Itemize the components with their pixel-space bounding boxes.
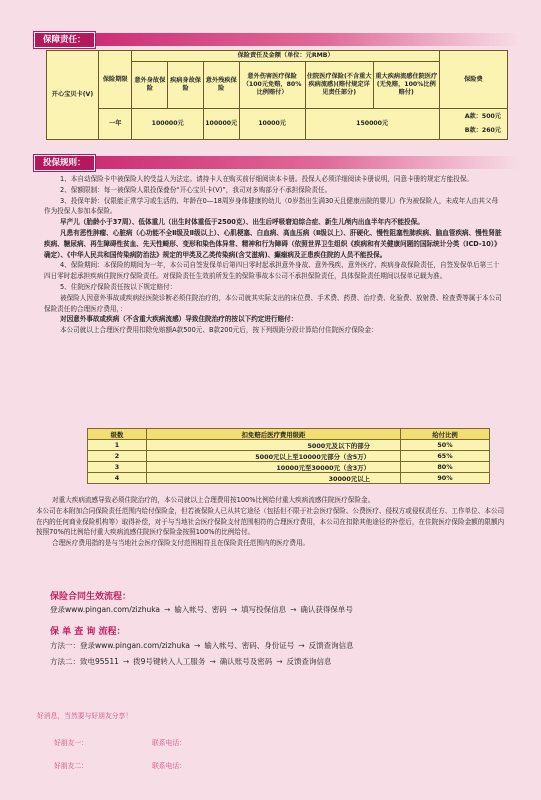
activation-step-1[interactable]: 登录www.pingan.com/zizhuka — [50, 605, 161, 614]
value-death: 100000元 — [132, 109, 203, 140]
rules-body — [44, 174, 504, 336]
method1-label: 方法一： — [50, 641, 80, 650]
col-accident-disability: 意外残疾保险 — [203, 62, 239, 109]
rule-reasonable: 合理医疗费用指的是与当地社会医疗保险支付范围相符且在保险责任范围内的医疗费用。 — [52, 539, 310, 548]
value-disability: 100000元 — [203, 109, 239, 140]
period-header: 保险期限 — [98, 51, 132, 109]
pay-level: 2 — [88, 451, 147, 462]
pay-range: 5000元以上至10000元部分（含5万） — [147, 451, 401, 462]
value-hospital: 150000元 — [305, 109, 439, 140]
arrow-icon: → — [276, 657, 283, 666]
arrow-icon: → — [209, 657, 216, 666]
pay-ratio: 90% — [401, 473, 490, 484]
section-title-rules: 投保规则： — [34, 155, 95, 171]
col-hospital-medical: 住院医疗保险(不含重大疾病流感)(赔付规定详见责任部分) — [305, 62, 373, 109]
query-title: 保 单 查 询 流程： — [50, 627, 126, 637]
method2-step-1: 致电95511 — [80, 657, 119, 666]
rule-5: 5、住院医疗保险责任按以下规定赔付： — [60, 282, 177, 291]
method2-label: 方法二： — [50, 657, 80, 666]
pay-ratio: 65% — [401, 451, 490, 462]
rule-claims: 本公司在本附加合同保险责任范围内给付保险金，但若被保险人已从其它途径（包括但不限于社会医疗保险、公费医疗、侵权方或侵权责任方、工作单位、本公司在内的任何商业保险机构等）取得补偿，对于与当地社会医疗保险支付范围相符的合理医疗费用，本公司在扣除其他途径的补偿后，在住院医疗保险金额的限额内按照70%的比例给付重大疾病流感住院医疗保险金按照100%的比例给付。 — [36, 506, 505, 537]
col-accident-death: 意外身故保险 — [132, 62, 168, 109]
pay-header-ratio: 给付比例 — [401, 429, 490, 440]
method2-step-2: 拨9号键转入人工服务 — [133, 657, 206, 666]
section-header-coverage — [34, 33, 520, 46]
rule-2: 2、保额限制：每一被保险人限投保叠份“开心宝贝卡(V)”，我司对多购部分不承担保险责任。 — [60, 185, 332, 194]
activation-step-2: 输入帐号、密码 — [174, 605, 227, 614]
rule-3-premature: 早产儿（胎龄小于37周）、低体重儿（出生时体重低于2500克）、出生后呼吸窘迫综合症、新生儿颅内出血半年内不能投保。 — [60, 218, 424, 227]
product-name: 开心宝贝卡(V) — [47, 51, 99, 140]
coverage-table — [46, 50, 508, 140]
method2-step-3: 确认账号及密码 — [219, 657, 273, 666]
rules-body-2 — [36, 495, 506, 549]
rule-major-flu: 对重大疾病流感导致必须住院治疗的，本公司就以上合理费用按100%比例给付重大疾病流感住院医疗保险金。 — [52, 496, 375, 504]
premium-a: A款：500元 — [464, 113, 501, 120]
activation-flow — [50, 604, 353, 615]
activation-step-4: 确认获得保单号 — [300, 605, 353, 614]
rule-5-deductible: 本公司就以上合理医疗费用扣除免赔额A款500元、B款200元后，按下列级距分段计算给付住院医疗保险金： — [60, 326, 378, 335]
method1-step-2: 输入帐号、密码、身份证号 — [204, 641, 295, 650]
premium-header: 保险费 — [439, 51, 507, 109]
method2-step-4: 反馈查询信息 — [286, 657, 332, 666]
col-illness-death: 疾病身故保险 — [168, 62, 204, 109]
arrow-icon: → — [164, 605, 171, 614]
pay-level: 1 — [88, 440, 147, 451]
value-accident-medical: 10000元 — [239, 109, 305, 140]
pay-range: 10000元至30000元（含3万） — [147, 462, 401, 473]
friend-1-phone-label: 联系电话： — [152, 739, 186, 747]
arrow-icon: → — [122, 657, 130, 666]
share-title: 好消息，当然要与好朋友分享！ — [37, 712, 133, 720]
col-accident-medical: 意外伤害医疗保险（100元免赔，80%比例赔付） — [239, 62, 305, 109]
pay-ratio: 80% — [401, 462, 490, 473]
friend-2-phone-label: 联系电话： — [152, 762, 186, 770]
method1-step-3: 反馈查询信息 — [308, 641, 354, 650]
activation-step-3: 填写投保信息 — [241, 605, 287, 614]
pay-range: 5000元及以下的部分 — [147, 440, 401, 451]
query-method-2 — [50, 656, 332, 667]
pay-level: 4 — [88, 473, 147, 484]
payment-tier-table — [87, 428, 490, 484]
period-value: 一年 — [98, 109, 132, 140]
pay-header-range: 扣免赔后医疗费用级距 — [147, 429, 401, 440]
rule-5-detail: 被保险人因意外事故或疾病经医院诊断必须住院治疗的，本公司就其实际支出的床位费、手术费、药费、治疗费、化验费、放射费、检查费等属于本公司保险责任的合理医疗费用，： — [44, 293, 502, 313]
arrow-icon: → — [290, 605, 297, 614]
col-major-flu: 重大疾病流感住院医疗(无免赔，100%比例赔付) — [373, 62, 439, 109]
arrow-icon: → — [230, 605, 238, 614]
arrow-icon: → — [194, 641, 201, 650]
method1-step-1[interactable]: 登录www.pingan.com/zizhuka — [80, 641, 191, 650]
friend-1-label: 好朋友一： — [54, 739, 88, 747]
section-header-rules — [34, 156, 520, 169]
pay-header-level: 级数 — [88, 429, 147, 440]
section-title-coverage: 保障责任： — [34, 32, 95, 48]
rule-3: 3、投保年龄：仅限能正常学习或生活的、年龄在0—18周岁身体健康的幼儿（0岁指出生满30天且健康出院的婴儿）作为被保险人，未成年人由其父母作为投保人参加本保险。 — [44, 196, 499, 216]
rule-4: 4、保险期间：本保险的期间为一年，本公司自签发保单后第四日零时起承担意外身故、意外残疾、意外医疗、疾病身故保险责任，自签发保单后第三十四日零时起承担疾病住院医疗保险责任。对保险责任生效前所发生的保险事故本公司不承担保险责任，具体保险责任期间以保单记载为准。 — [44, 261, 500, 281]
rule-3-excluded: 凡患有恶性肿瘤、心脏病（心功能不全Ⅱ级及Ⅱ级以上）、心肌梗塞、白血病、高血压病（Ⅱ级以上）、肝硬化、慢性阻塞性肺疾病、脑血管疾病、慢性肾脏疾病、糖尿病、再生障碍性贫血、先天性畸形、变形和染色体异常、精神和行为障碍（依照世界卫生组织《疾病和有关健康问题的国际统计分类（ICD-10）》确定）、《中华人民共和国传染病防治法》规定的甲类及乙类传染病(含艾滋病)、癫痫病及正患疾住院的人员不能投保。 — [44, 228, 502, 259]
activation-title: 保险合同生效流程： — [50, 592, 132, 602]
pay-level: 3 — [88, 462, 147, 473]
premium-values — [439, 109, 507, 140]
premium-b: B款：260元 — [464, 127, 501, 134]
rule-5-accident: 对因意外事故或疾病（不含重大疾病流感）导致住院治疗的按以下约定进行赔付： — [60, 315, 298, 324]
coverage-group-header: 保险责任及金额（单位：元RMB） — [132, 51, 439, 62]
rule-1: 1、本自动保险卡中被保险人的受益人为法定。请持卡人在购买前仔细阅读本卡册。投保人必须详细阅读卡册说明，同意卡册的规定方能投保。 — [60, 175, 474, 183]
pay-ratio: 50% — [401, 440, 490, 451]
query-method-1 — [50, 640, 354, 651]
pay-range: 30000元以上 — [147, 473, 401, 484]
friend-2-label: 好朋友二： — [54, 762, 88, 770]
arrow-icon: → — [298, 641, 305, 650]
